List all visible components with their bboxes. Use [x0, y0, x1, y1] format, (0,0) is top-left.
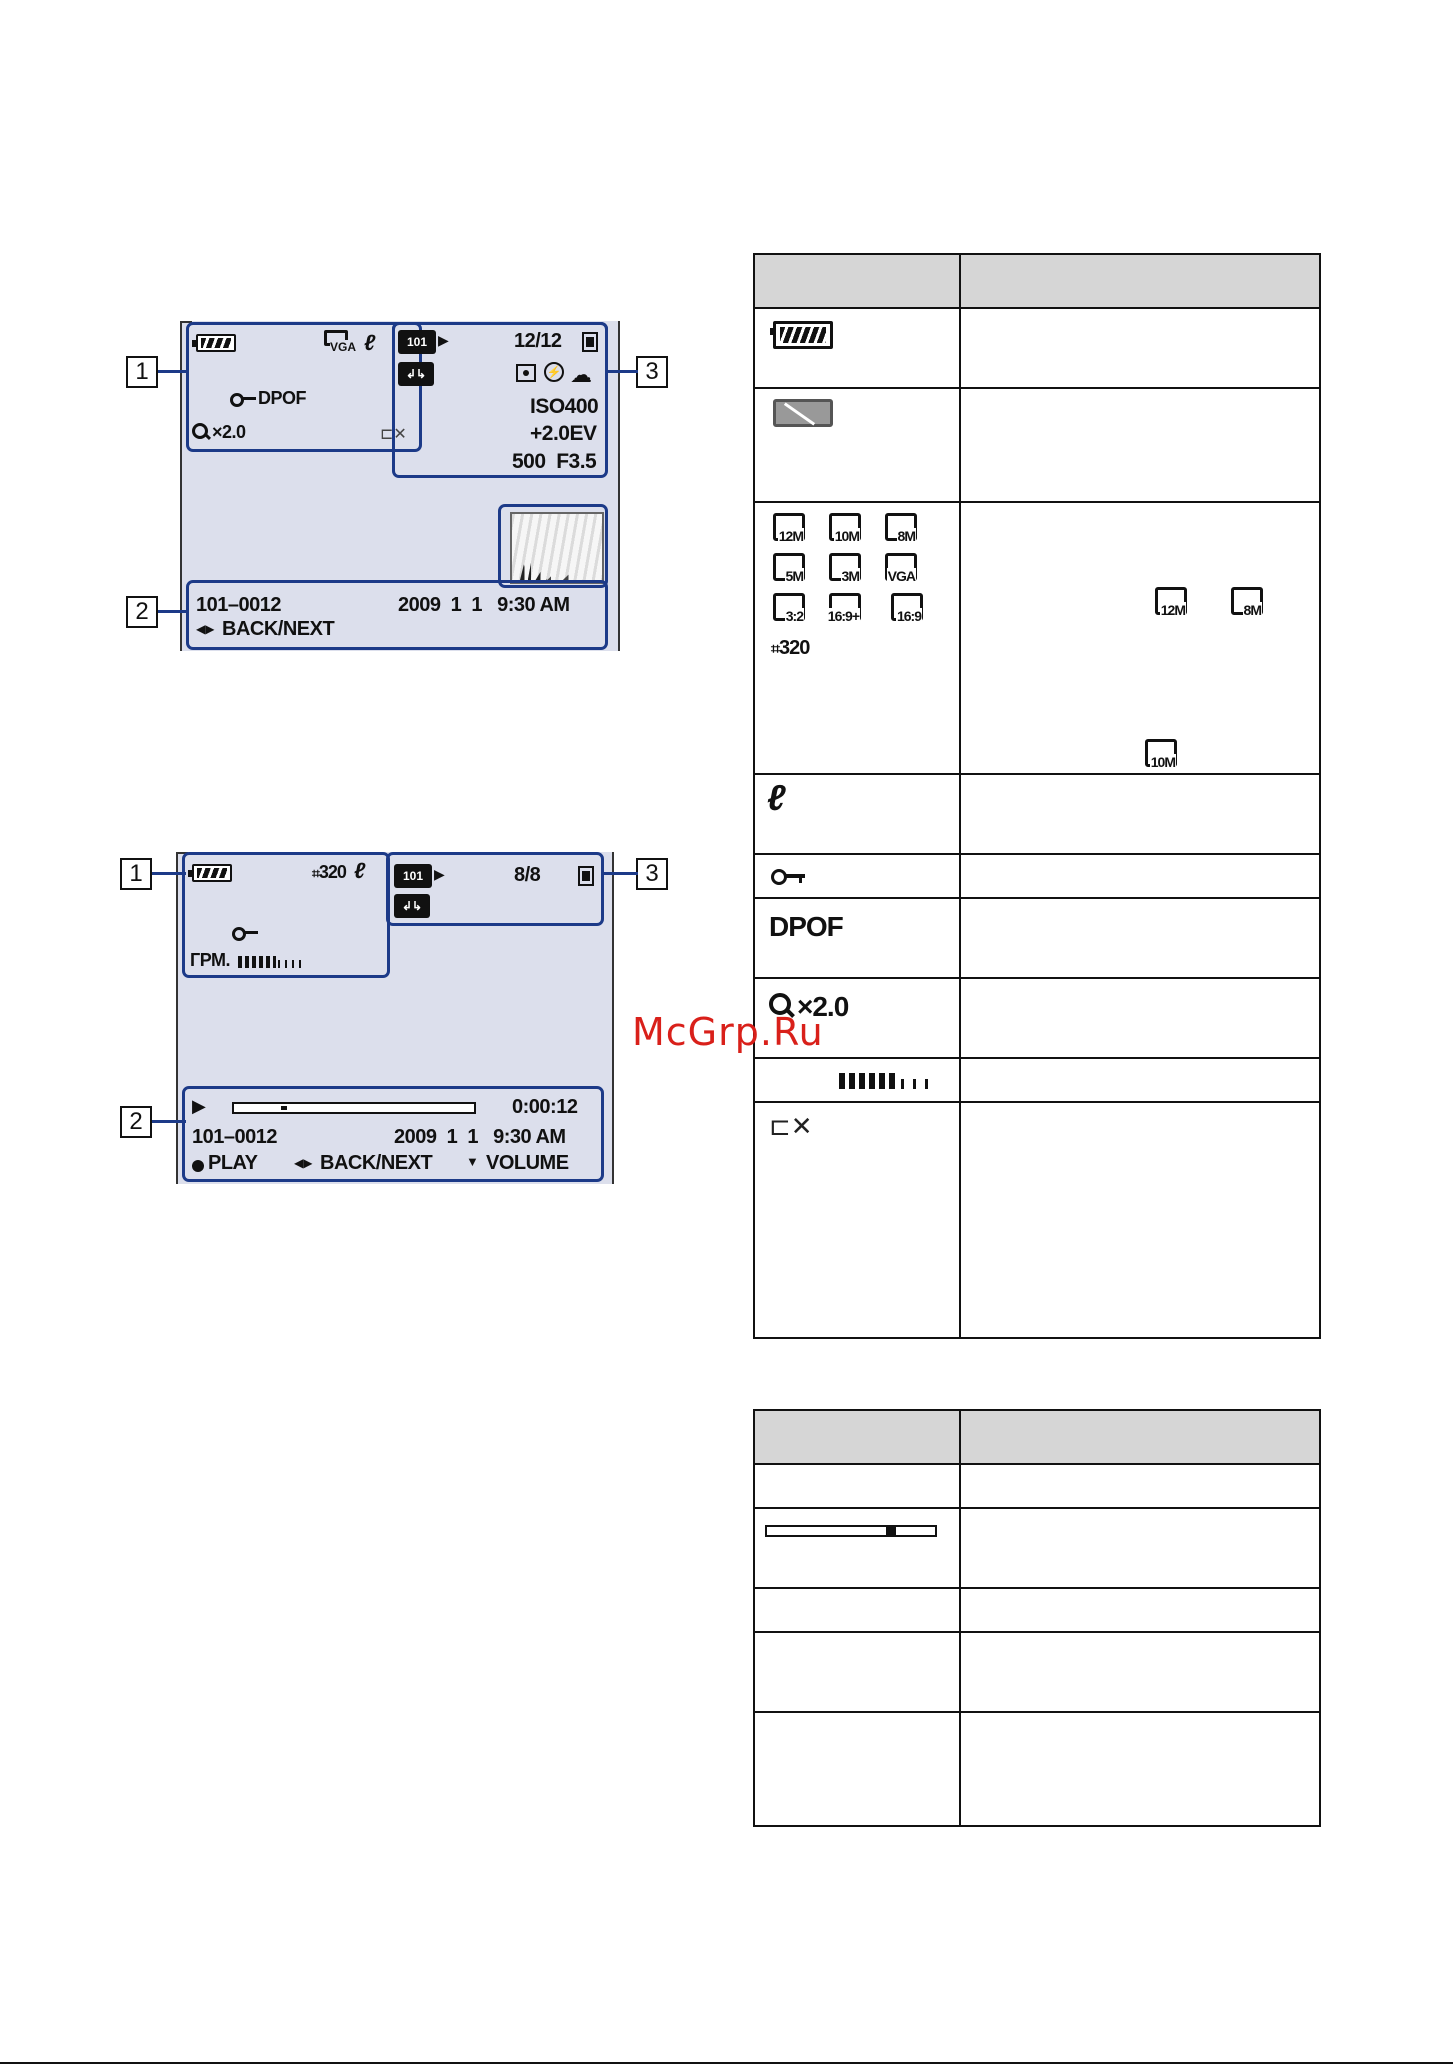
- play-label: PLAY: [208, 1152, 258, 1174]
- inline-12m-icon: 12M: [1155, 587, 1187, 615]
- volume-label: ГРМ.: [190, 950, 230, 970]
- movie-label-3: 3: [636, 858, 668, 890]
- image-count-movie: 8/8: [514, 864, 541, 886]
- movie-320-icon: ⌗320: [771, 637, 810, 659]
- size-5m-icon: 5M: [773, 553, 805, 581]
- table-row: [754, 1508, 1320, 1588]
- still-label-3: 3: [636, 356, 668, 388]
- pictbridge-large-icon: ⊏✕: [769, 1111, 813, 1141]
- flash-off-icon: ⚡: [544, 362, 564, 382]
- shutter-aperture: 500 F3.5: [512, 450, 597, 473]
- folder-arrow-icon: ▶: [438, 332, 449, 348]
- inline-8m-icon: 8M: [1231, 587, 1263, 615]
- metering-icon: [516, 364, 536, 382]
- table-row: [754, 978, 1320, 1058]
- size-3-2-icon: 3:2: [773, 593, 805, 621]
- still-indicator-table: [753, 253, 1321, 1339]
- table-row: [754, 1464, 1320, 1508]
- zoom-magnifier-icon: [192, 423, 212, 443]
- still-leader-3: [606, 370, 638, 373]
- volume-level-bars: [238, 956, 302, 968]
- size-16-9-plus-icon: 16:9+: [829, 593, 861, 621]
- zoom-scale-large: ×2.0: [797, 991, 849, 1022]
- pictbridge-icon: ⊏✕: [380, 426, 407, 443]
- movie-leader-3: [604, 872, 638, 875]
- left-right-arrow-icon-movie: ◀▶: [294, 1156, 313, 1170]
- protect-key-icon-movie: [232, 926, 258, 940]
- file-number-movie: 101–0012: [192, 1126, 277, 1148]
- table-header: [754, 1410, 1320, 1464]
- protect-key-icon: [230, 392, 256, 406]
- page-footer-rule: [0, 2062, 1453, 2064]
- image-size-icon: VGA: [324, 330, 358, 356]
- volume-text: VOLUME: [486, 1152, 569, 1174]
- table-header: [754, 254, 1320, 308]
- folder-arrow-icon-movie: ▶: [434, 866, 445, 882]
- down-triangle-icon: ▼: [466, 1154, 479, 1169]
- table-row: [754, 1588, 1320, 1632]
- battery-full-icon: [773, 321, 833, 349]
- record-dot-icon: [192, 1160, 204, 1172]
- table-row: [754, 502, 1320, 774]
- still-leader-2: [158, 610, 188, 613]
- date-time-movie: 2009 1 1 9:30 AM: [394, 1126, 566, 1148]
- movie-label-2: 2: [120, 1106, 152, 1138]
- playback-progress-bar: [232, 1102, 476, 1114]
- inline-10m-icon: 10M: [1145, 739, 1177, 767]
- battery-empty-icon: [773, 399, 833, 427]
- image-count: 12/12: [514, 330, 562, 352]
- table-row: [754, 1632, 1320, 1712]
- zoom-scale: ×2.0: [212, 422, 246, 442]
- folder-change-icon-movie: ↲↳: [394, 894, 430, 918]
- eye-fi-icon: ℓ: [364, 330, 376, 355]
- date-time: 2009 1 1 9:30 AM: [398, 594, 570, 616]
- folder-icon-movie: 101: [394, 864, 432, 888]
- movie-leader-2: [152, 1120, 186, 1123]
- size-12m-icon: 12M: [773, 513, 805, 541]
- left-right-arrow-icon: ◀▶: [196, 622, 215, 636]
- watermark-text: McGrp.Ru: [632, 1010, 824, 1054]
- eye-fi-large-icon: ℓ: [767, 777, 786, 818]
- playback-progress-knob: [281, 1106, 287, 1110]
- table-row: [754, 1102, 1320, 1338]
- table-row: [754, 308, 1320, 388]
- size-vga-icon: VGA: [885, 553, 917, 581]
- table-row: [754, 1058, 1320, 1102]
- movie-size-icon: ⌗320: [312, 862, 346, 882]
- iso-value: ISO400: [530, 395, 599, 418]
- exposure-value: +2.0EV: [530, 422, 597, 445]
- size-10m-icon: 10M: [829, 513, 861, 541]
- table-row: [754, 774, 1320, 854]
- still-label-2: 2: [126, 596, 158, 628]
- table-row: [754, 1712, 1320, 1826]
- movie-leader-1: [152, 872, 186, 875]
- dpof-large-text: DPOF: [769, 911, 843, 942]
- volume-level-large-icon: [839, 1073, 939, 1089]
- white-balance-cloud-icon: ☁: [570, 362, 592, 387]
- still-label-1: 1: [126, 356, 158, 388]
- back-next-movie: BACK/NEXT: [320, 1152, 433, 1174]
- back-next: BACK/NEXT: [222, 618, 335, 640]
- table-row: [754, 388, 1320, 502]
- dpof-mark: DPOF: [258, 388, 307, 408]
- protect-key-large-icon: [771, 869, 807, 885]
- size-16-9-icon: 16:9: [891, 593, 923, 621]
- elapsed-time: 0:00:12: [512, 1096, 578, 1118]
- file-number: 101–0012: [196, 594, 281, 616]
- table-row: [754, 854, 1320, 898]
- still-leader-1: [158, 370, 188, 373]
- folder-change-icon: ↲↳: [398, 362, 434, 386]
- eye-fi-icon-movie: ℓ: [354, 858, 366, 883]
- memory-icon: [582, 332, 598, 352]
- histogram: [510, 512, 604, 584]
- memory-icon-movie: [578, 866, 594, 886]
- folder-icon: 101: [398, 330, 436, 354]
- battery-icon-movie: [192, 864, 232, 882]
- playback-bar-large-knob: [886, 1527, 896, 1535]
- battery-icon: [196, 334, 236, 352]
- playback-bar-large: [765, 1525, 937, 1537]
- play-triangle-icon: ▶: [192, 1096, 206, 1116]
- table-row: [754, 898, 1320, 978]
- movie-indicator-table: [753, 1409, 1321, 1827]
- size-8m-icon: 8M: [885, 513, 917, 541]
- movie-label-1: 1: [120, 858, 152, 890]
- size-3m-icon: 3M: [829, 553, 861, 581]
